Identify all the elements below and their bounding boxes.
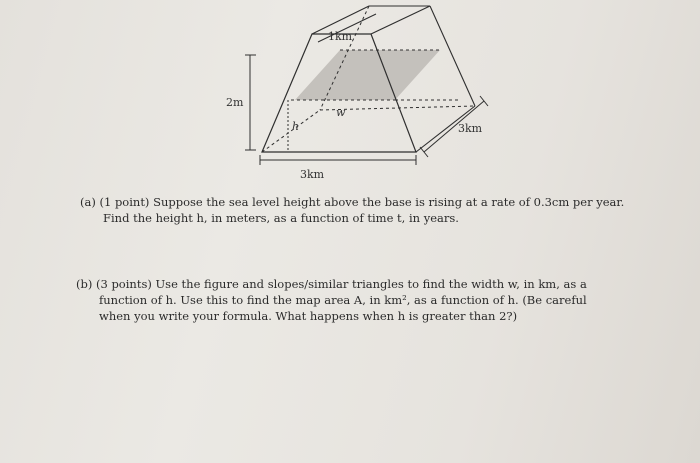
question-a (80, 194, 624, 226)
question-b-line-1: (b) (3 points) Use the figure and slopes/similar triangles to find the width w, in km, as a (76, 277, 587, 291)
back-right-slant (430, 6, 475, 106)
question-b-line-3: when you write your formula. What happens when h is greater than 2?) (99, 309, 518, 323)
question-b-line-2: function of h. Use this to find the map area A, in km², as a function of h. (Be careful (99, 293, 587, 307)
depth-label: 3km (458, 122, 483, 135)
base-label: 3km (300, 168, 325, 181)
h-label: h (292, 120, 300, 133)
prism-diagram (0, 0, 700, 190)
w-label: w (336, 106, 346, 119)
trapezoid-prism-figure (0, 0, 700, 190)
top-width-label: 1km (328, 30, 353, 43)
question-a-line-2: Find the height h, in meters, as a function of time t, in years. (103, 211, 459, 225)
water-surface (295, 50, 440, 100)
question-b (76, 276, 587, 324)
top-right-depth-edge (371, 6, 430, 34)
depth-tick-bottom (420, 147, 428, 157)
depth-tick-top (480, 96, 488, 106)
height-label: 2m (226, 96, 244, 109)
question-a-line-1: (a) (1 point) Suppose the sea level height above the base is rising at a rate of 0.3cm per year. (80, 195, 625, 209)
